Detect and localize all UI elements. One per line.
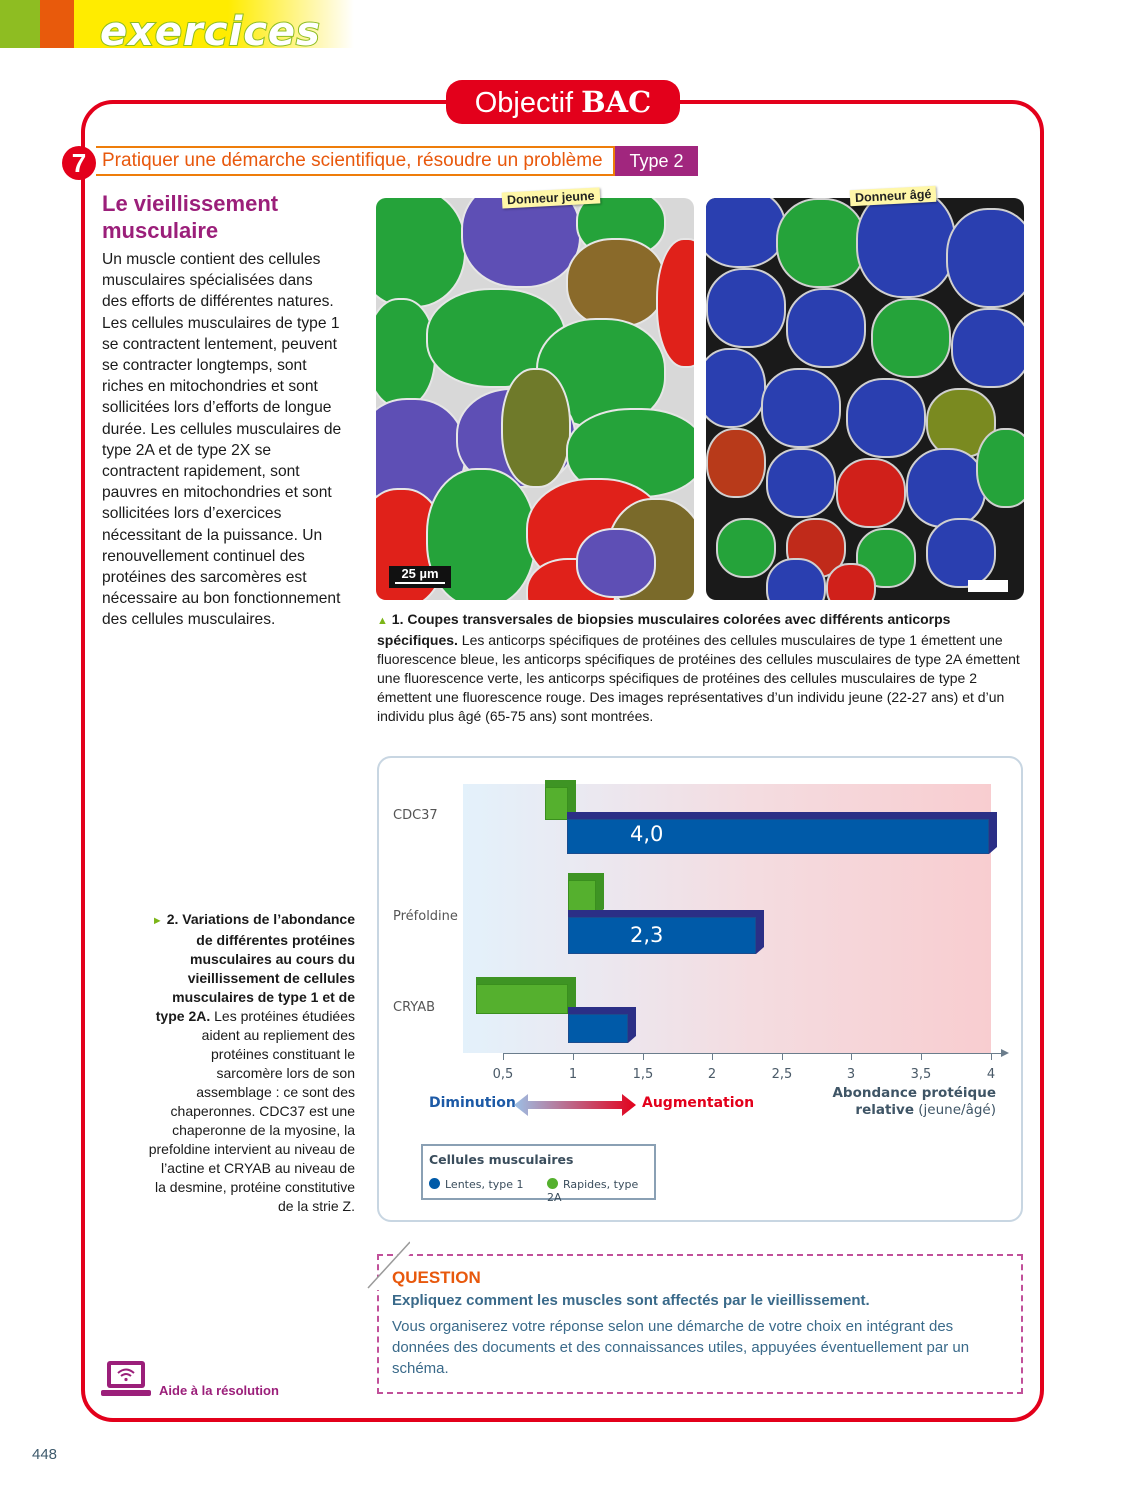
cell	[566, 238, 666, 328]
x-tick	[921, 1053, 922, 1060]
x-tick-label: 0,5	[492, 1067, 514, 1082]
cell	[976, 428, 1024, 508]
x-tick	[782, 1053, 783, 1060]
x-tick-label: 4	[986, 1067, 996, 1082]
bar-cdc37-type2a	[545, 787, 568, 820]
category-label-prefoldine: Préfoldine	[393, 909, 458, 924]
bar-cryab-type2a	[476, 984, 568, 1014]
page-number: 448	[32, 1446, 58, 1463]
category-label-cdc37: CDC37	[393, 808, 438, 823]
cell	[871, 298, 951, 378]
cell	[706, 348, 766, 428]
label-young-donor: Donneur jeune	[502, 187, 600, 208]
x-axis-arrow-icon	[1001, 1049, 1009, 1057]
x-tick	[991, 1053, 992, 1060]
x-axis-label-rest: (jeune/âgé)	[914, 1102, 996, 1118]
laptop-wifi-icon[interactable]	[101, 1360, 151, 1398]
cell	[951, 308, 1024, 388]
cell	[706, 268, 786, 348]
cell	[656, 238, 694, 368]
legend-label-type1: Lentes, type 1	[445, 1178, 524, 1191]
x-tick	[643, 1053, 644, 1060]
label-old-donor: Donneur âgé	[850, 186, 937, 207]
document1-caption-title: 1. Coupes transversales de biopsies musculaires colorées avec différents anticorps spécifiques.	[377, 611, 951, 648]
question-title: QUESTION	[392, 1268, 481, 1287]
chart-legend	[421, 1144, 656, 1204]
cell	[786, 288, 866, 368]
section-title: exercices	[100, 9, 321, 55]
cell	[836, 458, 906, 528]
cell	[501, 368, 571, 488]
cell	[856, 198, 956, 298]
x-axis	[503, 1053, 1003, 1054]
cell	[776, 198, 866, 288]
diminution-label: Diminution	[429, 1095, 516, 1111]
header-green-block	[0, 0, 40, 48]
exercise-number: 7	[62, 146, 96, 180]
x-axis-label	[820, 1085, 996, 1119]
x-axis-label-bold: Abondance protéique relative	[832, 1085, 996, 1118]
document2-caption	[148, 910, 355, 1216]
x-tick-label: 3,5	[910, 1067, 932, 1082]
scale-bar: 25 µm	[389, 566, 451, 588]
cell	[576, 528, 656, 598]
legend-title: Cellules musculaires	[429, 1152, 574, 1167]
x-tick-label: 2,5	[771, 1067, 793, 1082]
document1-caption-text: Les anticorps spécifiques de protéines des cellules musculaires de type 1 émettent une fluorescence bleue, les anticorps spécifiques de protéines des cellules musculaires de type 2A émettent une fluorescence verte, les anticorps spécifiques de protéines des cellules musculaires de type 2 émettent une fluorescence rouge. Des images représentatives d’un individu jeune (22-27 ans) et d’un individu plus âgé (65-75 ans) sont montrées.	[377, 632, 1020, 724]
scale-bar-old	[968, 580, 1008, 592]
cell	[706, 198, 786, 268]
blue-dot-icon	[429, 1178, 440, 1189]
exercise-title: Pratiquer une démarche scientifique, résoudre un problème	[96, 146, 615, 176]
bar-value-prefoldine: 2,3	[630, 923, 664, 947]
aide-resolution-link[interactable]: Aide à la résolution	[159, 1383, 279, 1398]
cell	[906, 448, 986, 528]
cell	[761, 368, 841, 448]
micrograph-young-donor	[376, 198, 694, 600]
cell	[461, 198, 581, 288]
micrograph-old-donor	[706, 198, 1024, 600]
green-dot-icon	[547, 1178, 558, 1189]
augmentation-label: Augmentation	[642, 1095, 755, 1111]
x-tick-label: 1	[568, 1067, 578, 1082]
triangle-up-icon: ▲	[377, 615, 388, 627]
question-instructions: Vous organiserez votre réponse selon une démarche de votre choix en intégrant des données des documents et des connaissances utiles, appuyées éventuellement par un schéma.	[392, 1318, 970, 1377]
cell	[926, 518, 996, 588]
banner-emphasis: BAC	[581, 85, 652, 119]
document1-caption	[377, 610, 1022, 726]
bar-value-cdc37: 4,0	[630, 822, 664, 846]
legend-item-type2a	[547, 1178, 654, 1204]
cell	[766, 448, 836, 518]
document2-caption-title: 2. Variations de l’abondance de différentes protéines musculaires au cours du vieillissement de cellules musculaires de type 1 et de type 2A.	[155, 911, 355, 1024]
header-orange-block	[40, 0, 74, 48]
question-main: Expliquez comment les muscles sont affectés par le vieillissement.	[392, 1292, 870, 1309]
x-tick	[712, 1053, 713, 1060]
cell	[716, 518, 776, 578]
x-tick-label: 3	[846, 1067, 856, 1082]
category-label-cryab: CRYAB	[393, 1000, 436, 1015]
x-tick-label: 1,5	[632, 1067, 654, 1082]
cell	[946, 208, 1024, 308]
x-tick-label: 2	[707, 1067, 717, 1082]
intro-title: Le vieillissement musculaire	[102, 191, 279, 243]
document2-caption-text: Les protéines étudiées aident au repliement des protéines constituant le sarcomère lors de son assemblage : ce sont des chaperonnes. CDC37 est une chaperonne de la myosine, la prefoldine intervient au niveau de l’actine et CRYAB au niveau de la desmine, protéine constitutive de la strie Z.	[148, 1008, 355, 1214]
triangle-right-icon: ►	[151, 915, 163, 927]
intro-text: Un muscle contient des cellules musculaires spécialisées dans des efforts de différentes natures. Les cellules musculaires de type 1 se contractent lentement, peuvent se contracter longtemps, sont riches en mitochondries et sont sollicitées lors d’efforts de longue durée. Les cellules musculaires de type 2A et de type 2X se contractent rapidement, sont pauvres en mitochondries et sont sollicitées lors d’exercices nécessitant de la puissance. Un renouvellement continuel des protéines des sarcomères est nécessaire au bon fonctionnement des cellules musculaires.	[102, 251, 342, 629]
x-tick	[851, 1053, 852, 1060]
cell	[846, 378, 926, 458]
legend-label-type2a: Rapides, type 2A	[547, 1178, 639, 1204]
cell	[766, 558, 826, 600]
cell	[826, 563, 876, 600]
exercise-type-badge: Type 2	[615, 146, 698, 176]
objectif-bac-banner	[446, 80, 680, 124]
x-tick	[573, 1053, 574, 1060]
cell	[376, 198, 466, 308]
cell	[706, 428, 766, 498]
bar-cryab-type1	[568, 1014, 628, 1043]
x-tick	[503, 1053, 504, 1060]
legend-item-type1	[429, 1178, 524, 1191]
banner-prefix: Objectif	[474, 87, 574, 119]
double-arrow-icon	[514, 1094, 636, 1116]
